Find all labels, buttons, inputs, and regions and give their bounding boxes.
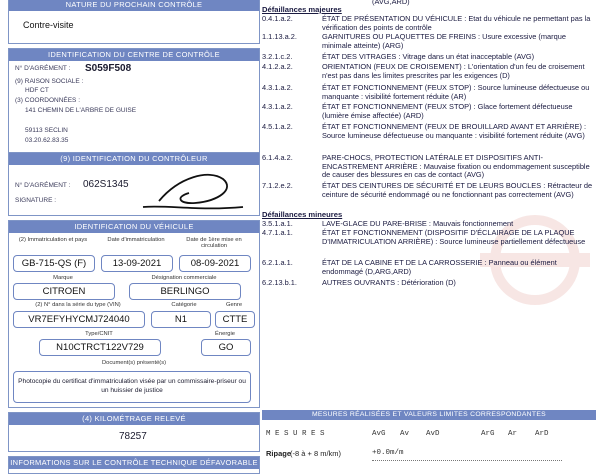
brand-label: Marque xyxy=(53,275,73,281)
defect-text: ÉTAT DE LA CABINE ET DE LA CARROSSERIE : Panneau ou élément endommagé (D,ARG,ARD) xyxy=(322,258,557,276)
docs-value: Photocopie du certificat d'immatriculation visée par un commissaire-priseur ou un huissier de justice xyxy=(13,371,251,403)
measures-col: Av xyxy=(400,430,410,438)
defect-code: 0.4.1.a.2. xyxy=(262,14,293,23)
genre-label: Genre xyxy=(225,302,243,308)
major-defects-title: Défaillances majeures xyxy=(262,5,342,14)
defect-text: ÉTAT ET FONCTIONNEMENT (DISPOSITIF D'ÉCLAIRAGE DE LA PLAQUE D'IMMATRICULATION ARRIÈRE) : Source lumineuse partiellement défectueuse xyxy=(322,228,586,246)
controller-agreement-value: 062S1345 xyxy=(83,179,129,190)
measures-header: MESURES RÉALISÉES ET VALEURS LIMITES CORRESPONDANTES xyxy=(262,410,596,420)
ripage-label: Ripage xyxy=(266,449,292,458)
first-date-value: 08-09-2021 xyxy=(179,255,251,272)
signature-label: SIGNATURE : xyxy=(15,197,57,204)
next-control-panel xyxy=(8,0,260,44)
reg-label: (2) Immatriculation et pays xyxy=(18,237,88,243)
defect-code: 6.1.4.a.2. xyxy=(262,153,293,162)
defect-text: ÉTAT ET FONCTIONNEMENT (FEUX DE BROUILLARD AVANT ET ARRIÈRE) : Source lumineuse défectueuse ou manquante : visibilité fortement réduite (AVG) xyxy=(322,122,587,140)
info-panel xyxy=(8,456,260,474)
category-label: Catégorie xyxy=(171,302,197,308)
defect-code: 6.2.13.b.1. xyxy=(262,278,297,287)
defect-text: ÉTAT ET FONCTIONNEMENT (FEUX STOP) : Glace fortement défectueuse (lumière émise affectée) (ARD) xyxy=(322,102,573,120)
measures-col: AvD xyxy=(426,430,440,438)
genre-value: CTTE xyxy=(215,311,255,328)
mileage-panel xyxy=(8,412,260,452)
category-value: N1 xyxy=(151,311,211,328)
defect-text: LAVE-GLACE DU PARE-BRISE : Mauvais fonctionnement xyxy=(322,219,514,228)
reg-value: GB-715-QS (F) xyxy=(13,255,95,272)
defect-code: 4.1.2.a.2. xyxy=(262,62,293,71)
model-label: Désignation commerciale xyxy=(151,275,217,281)
info-header: INFORMATIONS SUR LE CONTRÔLE TECHNIQUE DÉFAVORABLE xyxy=(10,458,258,467)
energy-label: Énergie xyxy=(215,331,235,337)
defect-text: GARNITURES OU PLAQUETTES DE FREINS : Usure excessive (marque minimale atteinte) (ARG) xyxy=(322,32,566,50)
defect-code: 4.3.1.a.2. xyxy=(262,102,293,111)
defect-text: ÉTAT DES CEINTURES DE SÉCURITÉ ET DE LEURS BOUCLES : Rétracteur de ceinture de sécurité endommagé ou ne fonctionnant pas correctement (AVG) xyxy=(322,181,593,199)
energy-value: GO xyxy=(201,339,251,356)
defect-code: 4.3.1.a.2. xyxy=(262,83,293,92)
defect-code: 7.1.2.e.2. xyxy=(262,181,293,190)
defect-code: 3.5.1.a.1. xyxy=(262,219,293,228)
address-label: (3) COORDONNÉES : xyxy=(15,97,81,104)
center-phone: 03.20.62.83.35 xyxy=(25,137,69,144)
address-line1: 141 CHEMIN DE L'ARBRE DE GUISE xyxy=(25,107,137,114)
vin-value: VR7EFYHYCMJ724040 xyxy=(13,311,145,328)
defect-code: 4.7.1.a.1. xyxy=(262,228,293,237)
center-header: IDENTIFICATION DU CENTRE DE CONTRÔLE xyxy=(9,49,259,61)
ripage-limits: (-8 à + 8 m/km) xyxy=(290,449,342,458)
mileage-header: (4) KILOMÉTRAGE RELEVÉ xyxy=(9,413,259,425)
measures-col: ArD xyxy=(535,430,549,438)
vehicle-panel xyxy=(8,220,260,408)
company-value: HDF CT xyxy=(25,87,49,94)
defect-text: ORIENTATION (FEUX DE CROISEMENT) : L'orientation d'un feu de croisement n'est pas dans les limites prescrites par les exigences (D) xyxy=(322,62,585,80)
defect-text: ÉTAT ET FONCTIONNEMENT (FEUX STOP) : Source lumineuse défectueuse ou manquante : visibilité fortement réduite (AR) xyxy=(322,83,590,101)
first-date-label: Date de 1ère mise en circulation xyxy=(186,237,242,249)
type-label: Type/CNIT xyxy=(85,331,113,337)
type-value: N10CTRCT122V729 xyxy=(39,339,161,356)
defect-text: ÉTAT DES VITRAGES : Vitrage dans un état inacceptable (AVG) xyxy=(322,52,535,61)
docs-label: Document(s) présenté(s) xyxy=(101,360,167,366)
controller-header: (9) IDENTIFICATION DU CONTRÔLEUR xyxy=(9,153,259,165)
brand-value: CITROEN xyxy=(13,283,115,300)
defect-text: PARE-CHOCS, PROTECTION LATÉRALE ET DISPOSITIFS ANTI-ENCASTREMENT ARRIÈRE : Mauvaise fixation ou endommagement susceptible de causer des blessures en cas de contact (AVG) xyxy=(322,153,590,180)
reg-date-label: Date d'immatriculation xyxy=(107,237,165,243)
next-control-header: NATURE DU PROCHAIN CONTRÔLE xyxy=(9,0,259,11)
company-label: (9) RAISON SOCIALE : xyxy=(15,78,84,85)
defect-code: 4.5.1.a.2. xyxy=(262,122,293,131)
vehicle-header: IDENTIFICATION DU VÉHICULE xyxy=(9,221,259,233)
measures-col: ArG xyxy=(481,430,495,438)
address-line2: 59113 SECLIN xyxy=(25,127,68,134)
center-agreement-value: S059F508 xyxy=(85,63,132,74)
defect-code: 1.1.13.a.2. xyxy=(262,32,297,41)
minor-defects-title: Défaillances mineures xyxy=(262,210,343,219)
defect-text: AUTRES OUVRANTS : Détérioration (D) xyxy=(322,278,456,287)
measures-col: Ar xyxy=(508,430,518,438)
model-value: BERLINGO xyxy=(129,283,241,300)
ripage-dotted-line xyxy=(372,460,562,461)
reg-date-value: 13-09-2021 xyxy=(101,255,173,272)
signature-image xyxy=(139,167,249,215)
next-control-value: Contre-visite xyxy=(23,20,74,30)
controller-agreement-label: N° D'AGRÉMENT : xyxy=(15,182,71,189)
vin-label: (2) N° dans la série du type (VIN) xyxy=(35,302,121,308)
defect-code: 3.2.1.c.2. xyxy=(262,52,293,61)
measures-label: M E S U R E S xyxy=(266,430,325,438)
ripage-value: +0.0m/m xyxy=(372,449,404,457)
center-agreement-label: N° D'AGRÉMENT : xyxy=(15,65,71,72)
measures-col: AvG xyxy=(372,430,386,438)
defects-top-fragment: (AVG,ARD) xyxy=(372,0,410,6)
defect-text: ÉTAT DE PRÉSENTATION DU VÉHICULE : Etat du véhicule ne permettant pas la vérification des points de contrôle xyxy=(322,14,591,32)
controller-panel xyxy=(8,152,260,216)
mileage-value: 78257 xyxy=(119,431,147,442)
defect-code: 6.2.1.a.1. xyxy=(262,258,293,267)
